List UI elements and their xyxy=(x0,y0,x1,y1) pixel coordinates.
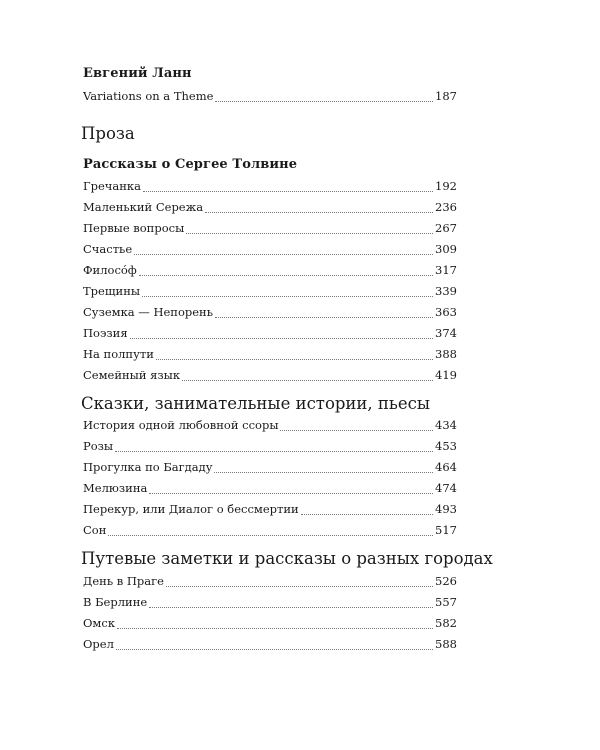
toc-entry[interactable] xyxy=(83,439,457,455)
entry-page: 363 xyxy=(435,305,457,319)
entry-page: 309 xyxy=(435,242,457,256)
toc-entry[interactable] xyxy=(83,418,457,434)
dot-leader xyxy=(143,191,433,192)
dot-leader xyxy=(116,649,433,650)
dot-leader xyxy=(156,359,433,360)
toc-entry[interactable] xyxy=(83,242,457,258)
toc-entry[interactable] xyxy=(83,460,457,476)
toc-entry[interactable] xyxy=(83,595,457,611)
entry-title: Мелюзина xyxy=(83,481,148,495)
entry-title: Прогулка по Багдаду xyxy=(83,460,213,474)
entry-page: 434 xyxy=(435,418,457,432)
dot-leader xyxy=(215,101,433,102)
dot-leader xyxy=(117,628,433,629)
entry-title: Трещины xyxy=(83,284,141,298)
dot-leader xyxy=(301,514,433,515)
entry-page: 588 xyxy=(435,637,457,651)
entry-page: 187 xyxy=(435,89,457,103)
entry-page: 374 xyxy=(435,326,457,340)
entry-page: 464 xyxy=(435,460,457,474)
entry-page: 192 xyxy=(435,179,457,193)
entry-title: Перекур, или Диалог о бессмертии xyxy=(83,502,299,516)
dot-leader xyxy=(215,317,433,318)
entry-page: 236 xyxy=(435,200,457,214)
toc-entry[interactable] xyxy=(83,347,457,363)
entry-page: 419 xyxy=(435,368,457,382)
entry-page: 526 xyxy=(435,574,457,588)
toc-entry[interactable] xyxy=(83,481,457,497)
dot-leader xyxy=(115,451,433,452)
entry-title: Семейный язык xyxy=(83,368,181,382)
entry-page: 339 xyxy=(435,284,457,298)
dot-leader xyxy=(280,430,433,431)
section-heading-prose: Проза xyxy=(81,124,135,143)
dot-leader xyxy=(186,233,433,234)
entry-title: Орел xyxy=(83,637,114,651)
dot-leader xyxy=(149,607,433,608)
entry-title: Первые вопросы xyxy=(83,221,185,235)
entry-title: Сон xyxy=(83,523,107,537)
entry-title: День в Праге xyxy=(83,574,164,588)
entry-page: 557 xyxy=(435,595,457,609)
toc-entry[interactable] xyxy=(83,179,457,195)
entry-title: Счастье xyxy=(83,242,133,256)
subsection-heading-tolvin: Рассказы о Сергее Толвине xyxy=(83,157,298,172)
dot-leader xyxy=(149,493,433,494)
section-heading-tales: Сказки, занимательные истории, пьесы xyxy=(81,394,431,413)
dot-leader xyxy=(214,472,433,473)
toc-entry[interactable] xyxy=(83,200,457,216)
entry-page: 453 xyxy=(435,439,457,453)
toc-entry[interactable] xyxy=(83,637,457,653)
entry-title: Маленький Сережа xyxy=(83,200,204,214)
entry-title: Гречанка xyxy=(83,179,141,193)
toc-entry[interactable] xyxy=(83,574,457,590)
dot-leader xyxy=(142,296,433,297)
entry-page: 517 xyxy=(435,523,457,537)
toc-entry[interactable] xyxy=(83,523,457,539)
author-heading: Евгений Ланн xyxy=(83,66,192,81)
dot-leader xyxy=(205,212,433,213)
toc-entry[interactable] xyxy=(83,263,457,279)
dot-leader xyxy=(139,275,433,276)
toc-entry[interactable] xyxy=(83,305,457,321)
entry-title: На полпути xyxy=(83,347,154,361)
toc-entry[interactable] xyxy=(83,326,457,342)
toc-entry[interactable] xyxy=(83,368,457,384)
entry-title: История одной любовной ссоры xyxy=(83,418,279,432)
entry-title: Филосо́ф xyxy=(83,263,137,277)
entry-page: 474 xyxy=(435,481,457,495)
entry-title: Variations on a Theme xyxy=(83,89,214,103)
entry-page: 388 xyxy=(435,347,457,361)
entry-title: Суземка — Непорень xyxy=(83,305,213,319)
toc-entry[interactable] xyxy=(83,616,457,632)
toc-entry[interactable] xyxy=(83,284,457,300)
toc-entry[interactable] xyxy=(83,502,457,518)
entry-page: 267 xyxy=(435,221,457,235)
toc-entry[interactable] xyxy=(83,89,457,105)
dot-leader xyxy=(134,254,433,255)
entry-title: Омск xyxy=(83,616,116,630)
toc-entry[interactable] xyxy=(83,221,457,237)
dot-leader xyxy=(130,338,433,339)
entry-title: Поэзия xyxy=(83,326,128,340)
entry-title: В Берлине xyxy=(83,595,148,609)
entry-page: 493 xyxy=(435,502,457,516)
entry-page: 317 xyxy=(435,263,457,277)
section-heading-travel: Путевые заметки и рассказы о разных городах xyxy=(81,549,493,568)
dot-leader xyxy=(166,586,433,587)
entry-title: Розы xyxy=(83,439,114,453)
dot-leader xyxy=(182,380,433,381)
entry-page: 582 xyxy=(435,616,457,630)
dot-leader xyxy=(108,535,433,536)
